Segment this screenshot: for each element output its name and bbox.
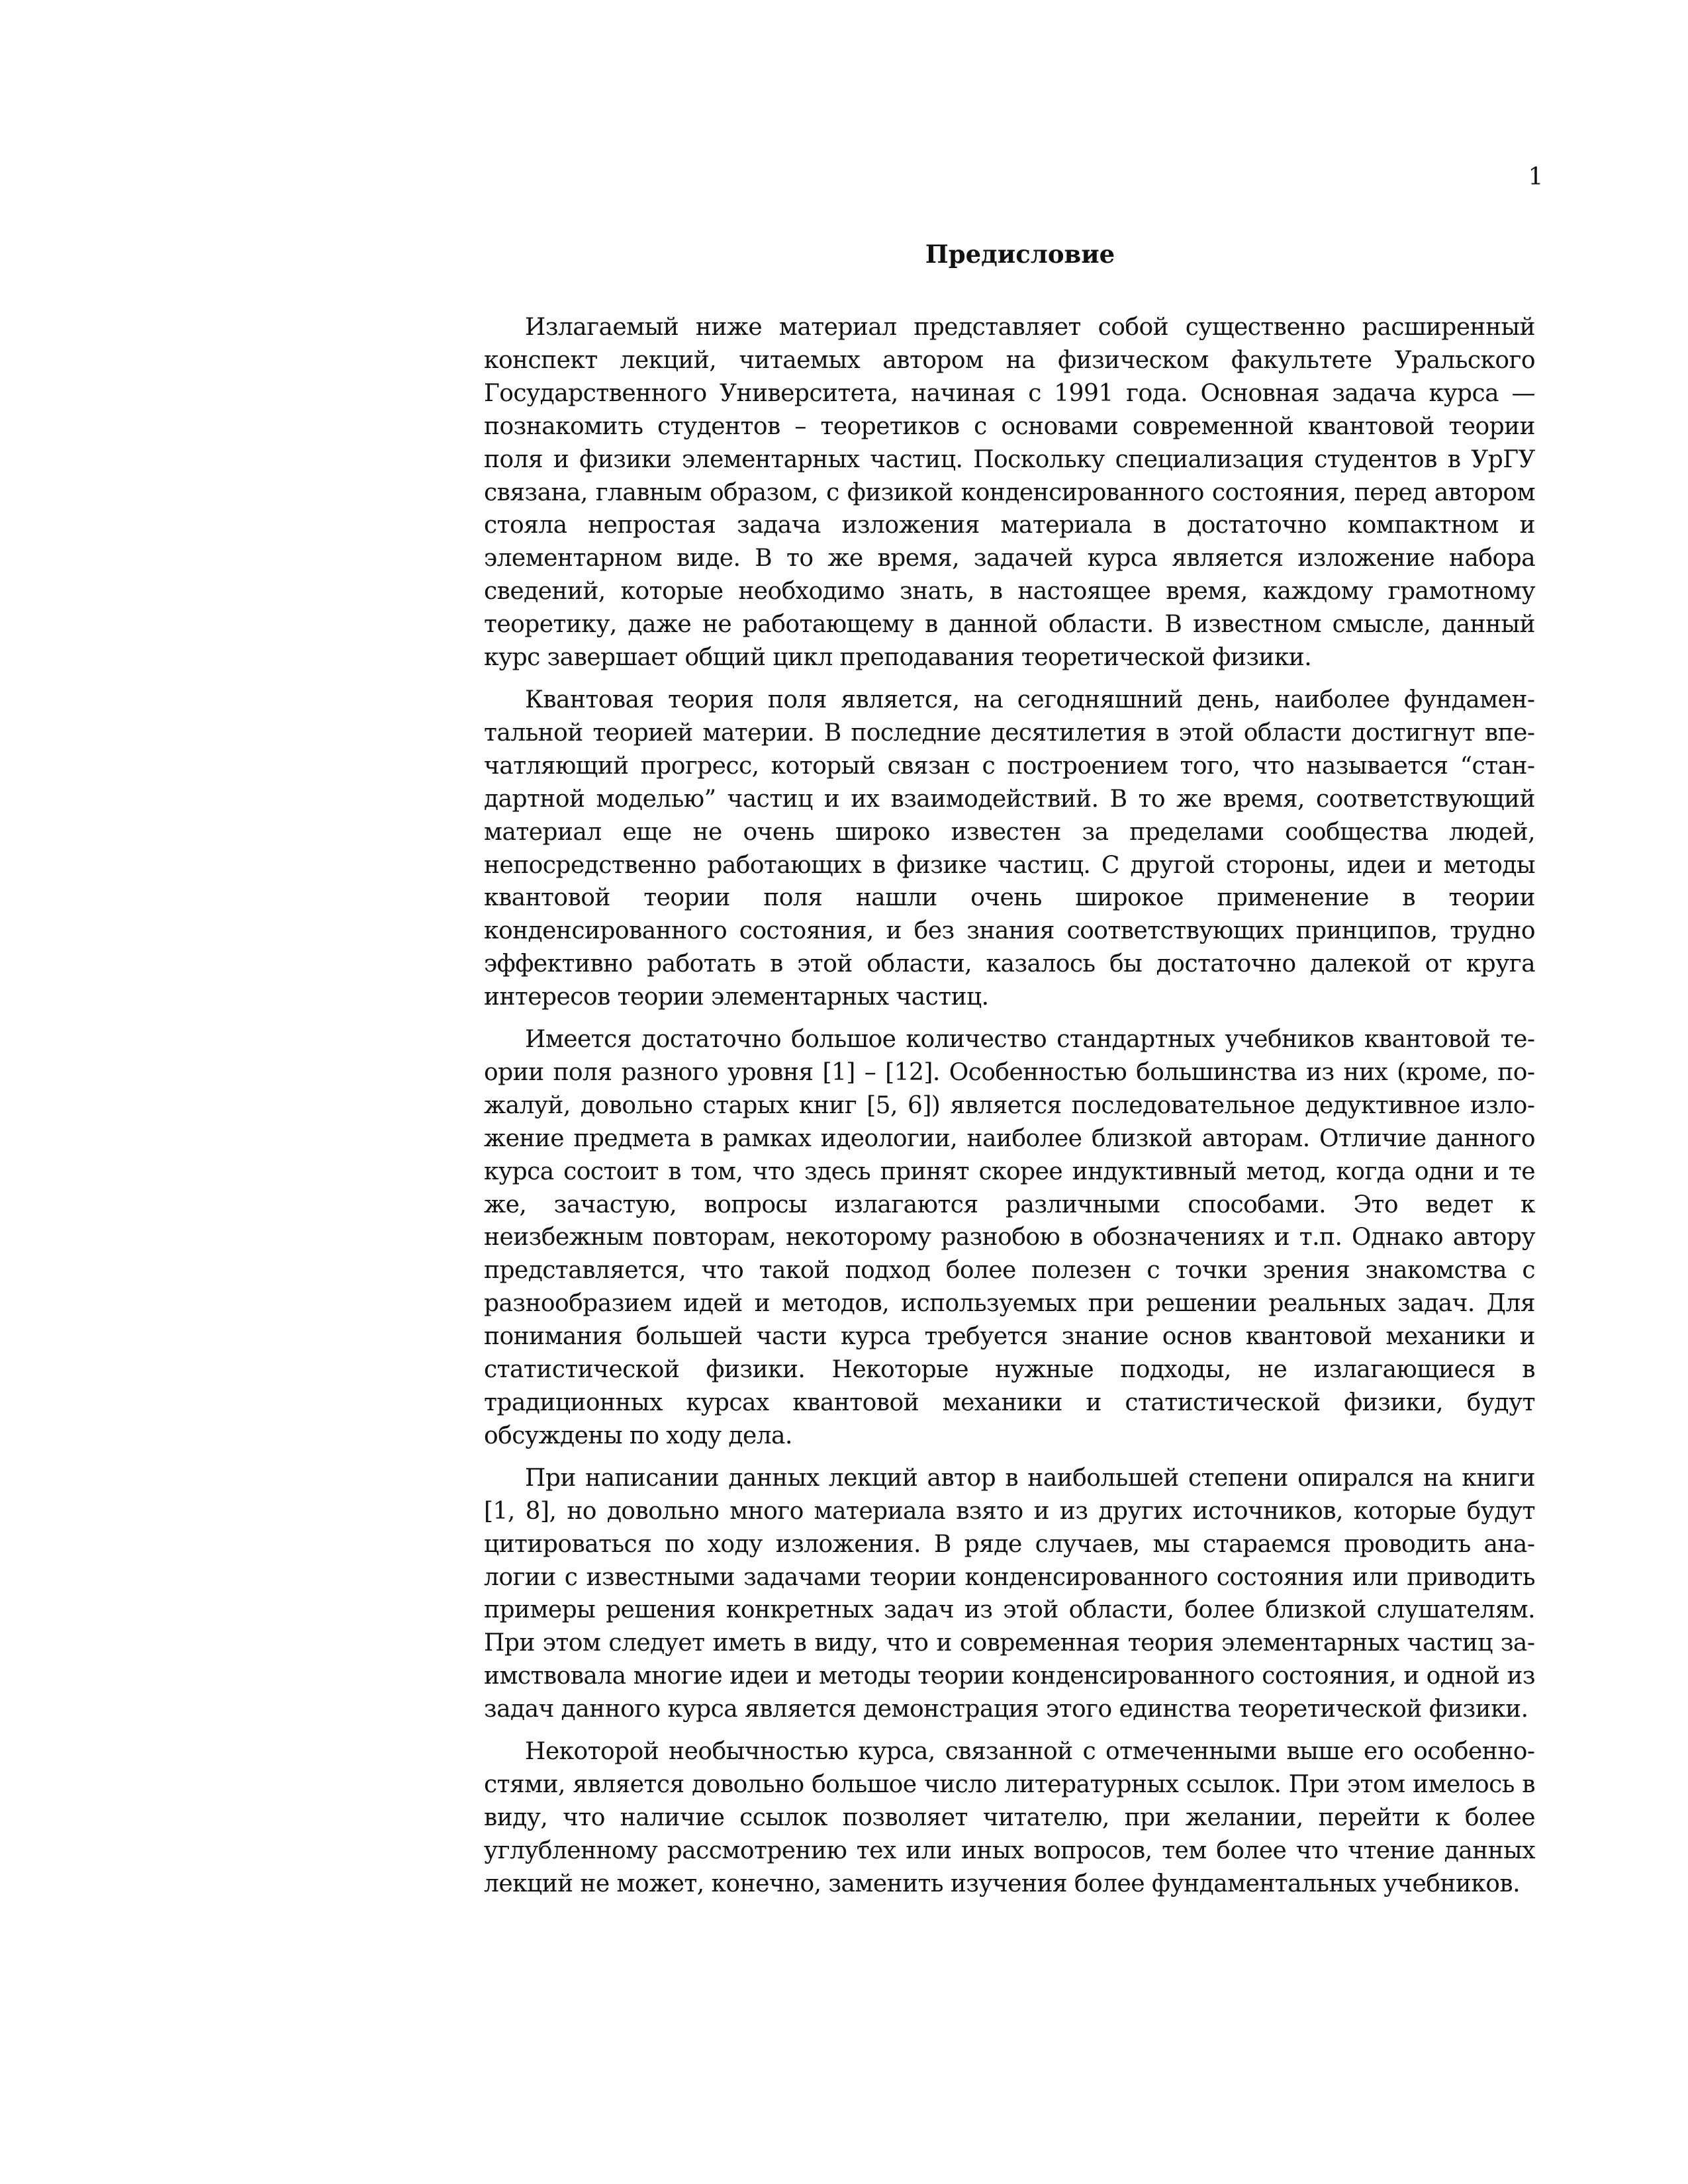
section-title: Предисловие [925, 240, 1115, 269]
paragraph-4: При написании данных лекций автор в наибольшей степени опирался на книги [1, 8], но довольно много материала взято и из других источников, которые будут цитироваться по ходу изложения. В ряде случаев, мы стараемся проводить аналогии с известными задачами теории конденсированного состояния или приводить примеры решения конкретных задач из этой области, более близкой слушателям. При этом следует иметь в виду, что и современная теория элементарных частиц заимствовала многие идеи и методы теории конденсированного состояния, и одной из задач данного курса является демонстрация этого единства теоретической физики. [484, 1464, 1535, 1723]
paragraph-3: Имеется достаточно большое количество стандартных учебников квантовой теории поля разного уровня [1] – [12]. Особенностью большинства из них (кроме, пожалуй, довольно старых книг [5, 6]) является последовательное дедуктивное изложение предмета в рамках идеологии, наиболее близкой авторам. Отличие данного курса состоит в том, что здесь принят скорее индуктивный метод, когда одни и те же, зачастую, вопросы излагаются различными способами. Это ведет к неизбежным повторам, некоторому разнобою в обозначениях и т.п. Однако автору представляется, что такой подход более полезен с точки зрения знакомства с разнообразием идей и методов, используемых при решении реальных задач. Для понимания большей части курса требуется знание основ квантовой механики и статистической физики. Некоторые нужные подходы, не излагающиеся в традиционных курсах квантовой механики и статистической физики, будут обсуждены по ходу дела. [484, 1026, 1535, 1449]
paragraph-2: Квантовая теория поля является, на сегодняшний день, наиболее фундаментальной теорией материи. В последние десятилетия в этой области достигнут впечатляющий прогресс, который связан с построением того, что называется “стандартной моделью” частиц и их взаимодействий. В то же время, соответствующий материал еще не очень широко известен за пределами сообщества людей, непосредственно работающих в физике частиц. С другой стороны, идеи и методы квантовой теории поля нашли очень широкое применение в теории конденсированного состояния, и без знания соответствующих принципов, трудно эффективно работать в этой области, казалось бы достаточно далекой от круга интересов теории элементарных частиц. [484, 686, 1535, 1011]
paragraph-5: Некоторой необычностью курса, связанной с отмеченными выше его особенностями, является довольно большое число литературных ссылок. При этом имелось в виду, что наличие ссылок позволяет читателю, при желании, перейти к более углубленному рассмотрению тех или иных вопросов, тем более что чтение данных лекций не может, конечно, заменить изучения более фундаментальных учебников. [484, 1738, 1535, 1897]
page-number: 1 [1528, 163, 1544, 191]
paragraph-1: Излагаемый ниже материал представляет собой существенно расширенный конспект лекций, читаемых автором на физическом факультете Уральского Государственного Университета, начиная с 1991 года. Основная задача курса — познакомить студентов – теоретиков с основами современной квантовой теории поля и физики элементарных частиц. Поскольку специализация студентов в УрГУ связана, главным образом, с физикой конденсированного состояния, перед автором стояла непростая задача изложения материала в достаточно компактном и элементарном виде. В то же время, задачей курса является изложение набора сведений, которые необходимо знать, в настоящее время, каждому грамотному теоретику, даже не работающему в данной области. В известном смысле, данный курс завершает общий цикл преподавания теоретической физики. [484, 314, 1535, 672]
body-text [484, 311, 1535, 1910]
